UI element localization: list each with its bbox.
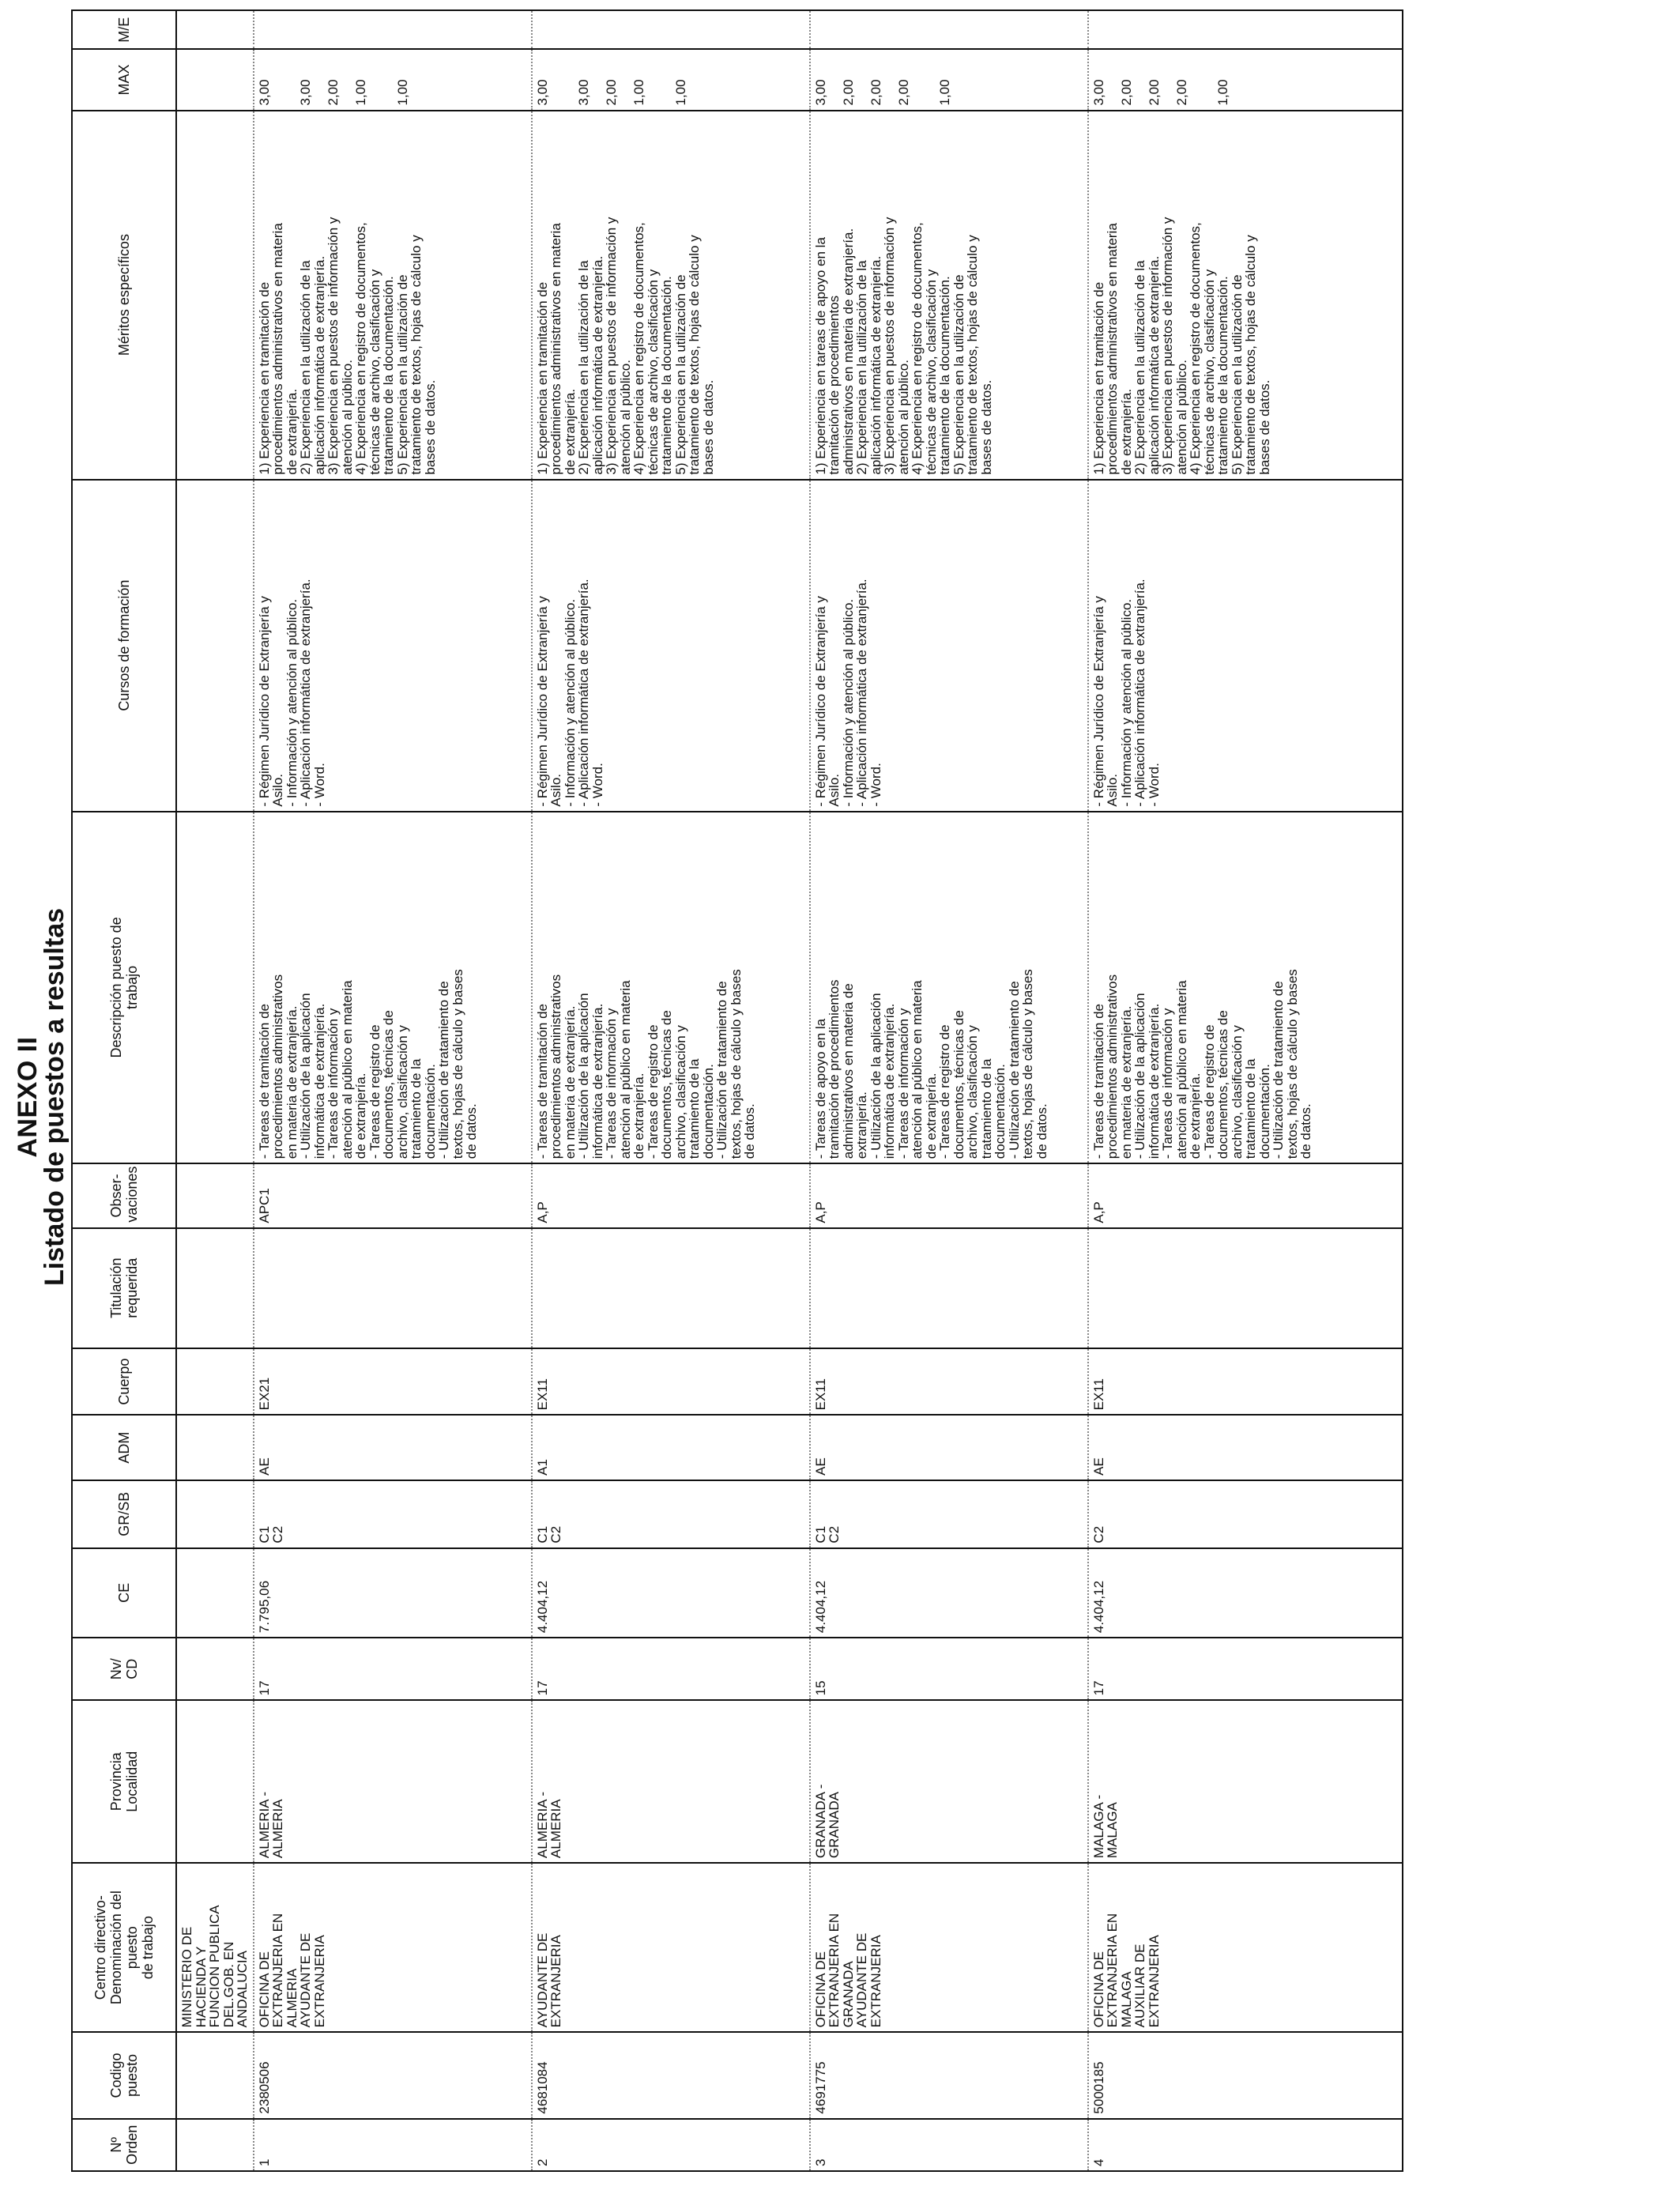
header-meritos: Méritos específicos <box>72 111 176 480</box>
annex-subtitle: Listado de puestos a resultas <box>40 907 70 1287</box>
cell-ce: 4.404,12 <box>810 1548 1088 1638</box>
header-codigo: Codigo puesto <box>72 2032 176 2118</box>
table-row <box>1088 10 1403 2171</box>
cell-observaciones: A,P <box>532 1163 810 1227</box>
cell-descripcion: - Tareas de tramitación de procedimientos administrativos en materia de extranjería. - Utilización de la aplicación informática de extranjería. - Tareas de información y atención al público en materia de extranjería. - Tareas de registro de documentos, técnicas de archivo, clasificación y tratamiento de la documentación. - Utilización de tratamiento de textos, hojas de cálculo y bases de datos. <box>254 812 532 1164</box>
header-descripcion: Descripción puesto de trabajo <box>72 812 176 1164</box>
positions-table <box>71 9 1403 2172</box>
cell-max: 3,00 2,00 2,00 2,00 1,00 <box>810 49 1088 110</box>
cell-titulacion <box>254 1228 532 1348</box>
cell-cursos: - Régimen Jurídico de Extranjería y Asilo. - Información y atención al público. - Aplicación informática de extranjería. - Word. <box>254 480 532 812</box>
cell-centro <box>532 1863 810 2032</box>
header-centro: Centro directivo- Denominación del puesto de trabajo <box>72 1863 176 2032</box>
cell-cuerpo: EX11 <box>1088 1348 1403 1416</box>
position-name: AYUDANTE DE EXTRANJERIA <box>534 1932 563 2028</box>
cell-me <box>810 10 1088 49</box>
cell-adm: AE <box>254 1415 532 1480</box>
cell-centro <box>1088 1863 1403 2032</box>
cell-provincia: ALMERIA - ALMERIA <box>254 1700 532 1863</box>
cell-meritos: 1) Experiencia en tramitación de procedimientos administrativos en materia de extranjería. 2) Experiencia en la utilización de la aplicación informática de extranjería. 3) Experiencia en puestos de información y atención al público. 4) Experiencia en registro de documentos, técnicas de archivo, clasificación y tratamiento de la documentación. 5) Experiencia en la utilización de tratamiento de textos, hojas de cálculo y bases de datos. <box>1088 111 1403 480</box>
cell-adm: A1 <box>532 1415 810 1480</box>
header-titulacion: Titulación requerida <box>72 1228 176 1348</box>
cell-meritos: 1) Experiencia en tareas de apoyo en la tramitación de procedimientos administrativos en materia de extranjería. 2) Experiencia en la utilización de la aplicación informática de extranjería. 3) Experiencia en puestos de información y atención al público. 4) Experiencia en registro de documentos, técnicas de archivo, clasificación y tratamiento de la documentación. 5) Experiencia en la utilización de tratamiento de textos, hojas de cálculo y bases de datos. <box>810 111 1088 480</box>
position-name: AUXILIAR DE EXTRANJERIA <box>1132 1935 1162 2028</box>
cell-provincia: MALAGA - MALAGA <box>1088 1700 1403 1863</box>
cell-titulacion <box>1088 1228 1403 1348</box>
header-max: MAX <box>72 49 176 110</box>
cell-orden: 1 <box>254 2119 532 2171</box>
cell-cursos: - Régimen Jurídico de Extranjería y Asilo. - Información y atención al público. - Aplicación informática de extranjería. - Word. <box>1088 480 1403 812</box>
ministry-name: MINISTERIO DE HACIENDA Y FUNCION PUBLICA DEL.GOB. EN ANDALUCIA <box>176 1863 254 2032</box>
cell-codigo: 4681084 <box>532 2032 810 2118</box>
cell-cursos: - Régimen Jurídico de Extranjería y Asilo. - Información y atención al público. - Aplicación informática de extranjería. - Word. <box>810 480 1088 812</box>
cell-cuerpo: EX11 <box>532 1348 810 1416</box>
table-header-row <box>72 10 176 2171</box>
cell-me <box>254 10 532 49</box>
cell-cuerpo: EX21 <box>254 1348 532 1416</box>
cell-grsb: C1 C2 <box>532 1480 810 1548</box>
cell-nivel: 15 <box>810 1638 1088 1700</box>
positions-table-container <box>71 9 1662 2172</box>
cell-descripcion: - Tareas de tramitación de procedimientos administrativos en materia de extranjería. - Utilización de la aplicación informática de extranjería. - Tareas de información y atención al público en materia de extranjería. - Tareas de registro de documentos, técnicas de archivo, clasificación y tratamiento de la documentación. - Utilización de tratamiento de textos, hojas de cálculo y bases de datos. <box>1088 812 1403 1164</box>
ministry-row <box>176 10 254 2171</box>
cell-provincia: ALMERIA - ALMERIA <box>532 1700 810 1863</box>
header-me: M/E <box>72 10 176 49</box>
cell-cursos: - Régimen Jurídico de Extranjería y Asilo. - Información y atención al público. - Aplicación informática de extranjería. - Word. <box>532 480 810 812</box>
cell-grsb: C2 <box>1088 1480 1403 1548</box>
table-row <box>532 10 810 2171</box>
header-adm: ADM <box>72 1415 176 1480</box>
cell-grsb: C1 C2 <box>254 1480 532 1548</box>
header-cuerpo: Cuerpo <box>72 1348 176 1416</box>
cell-nivel: 17 <box>1088 1638 1403 1700</box>
annex-title: ANEXO II <box>13 1036 43 1158</box>
cell-me <box>532 10 810 49</box>
cell-observaciones: APC1 <box>254 1163 532 1227</box>
cell-me <box>1088 10 1403 49</box>
office-name: OFICINA DE EXTRANJERIA EN ALMERIA <box>256 1913 299 2028</box>
cell-titulacion <box>532 1228 810 1348</box>
cell-provincia: GRANADA - GRANADA <box>810 1700 1088 1863</box>
table-row <box>810 10 1088 2171</box>
cell-codigo: 4691775 <box>810 2032 1088 2118</box>
cell-observaciones: A,P <box>1088 1163 1403 1227</box>
office-name: OFICINA DE EXTRANJERIA EN GRANADA <box>812 1913 856 2028</box>
cell-orden: 2 <box>532 2119 810 2171</box>
cell-ce: 4.404,12 <box>532 1548 810 1638</box>
cell-max: 3,00 3,00 2,00 1,00 1,00 <box>532 49 810 110</box>
position-name: AYUDANTE DE EXTRANJERIA <box>854 1932 883 2028</box>
cell-ce: 7.795,06 <box>254 1548 532 1638</box>
cell-max: 3,00 3,00 2,00 1,00 1,00 <box>254 49 532 110</box>
cell-meritos: 1) Experiencia en tramitación de procedimientos administrativos en materia de extranjería. 2) Experiencia en la utilización de la aplicación informática de extranjería. 3) Experiencia en puestos de información y atención al público. 4) Experiencia en registro de documentos, técnicas de archivo, clasificación y tratamiento de la documentación. 5) Experiencia en la utilización de tratamiento de textos, hojas de cálculo y bases de datos. <box>532 111 810 480</box>
cell-adm: AE <box>1088 1415 1403 1480</box>
cell-centro <box>254 1863 532 2032</box>
cell-descripcion: - Tareas de tramitación de procedimientos administrativos en materia de extranjería. - Utilización de la aplicación informática de extranjería. - Tareas de información y atención al público en materia de extranjería. - Tareas de registro de documentos, técnicas de archivo, clasificación y tratamiento de la documentación. - Utilización de tratamiento de textos, hojas de cálculo y bases de datos. <box>532 812 810 1164</box>
office-name: OFICINA DE EXTRANJERIA EN MALAGA <box>1090 1913 1134 2028</box>
cell-nivel: 17 <box>254 1638 532 1700</box>
cell-centro <box>810 1863 1088 2032</box>
position-name: AYUDANTE DE EXTRANJERIA <box>298 1932 327 2028</box>
cell-orden: 3 <box>810 2119 1088 2171</box>
header-observaciones: Obser- vaciones <box>72 1163 176 1227</box>
header-nivel: Nv/ CD <box>72 1638 176 1700</box>
table-row <box>254 10 532 2171</box>
cell-grsb: C1 C2 <box>810 1480 1088 1548</box>
header-cursos: Cursos de formación <box>72 480 176 812</box>
cell-adm: AE <box>810 1415 1088 1480</box>
cell-descripcion: - Tareas de apoyo en la tramitación de procedimientos administrativos en materia de extranjería. - Utilización de la aplicación informática de extranjería. - Tareas de información y atención al público en materia de extranjería. - Tareas de registro de documentos, técnicas de archivo, clasificación y tratamiento de la documentación. - Utilización de tratamiento de textos, hojas de cálculo y bases de datos. <box>810 812 1088 1164</box>
header-grsb: GR/SB <box>72 1480 176 1548</box>
cell-titulacion <box>810 1228 1088 1348</box>
header-ce: CE <box>72 1548 176 1638</box>
cell-orden: 4 <box>1088 2119 1403 2171</box>
cell-ce: 4.404,12 <box>1088 1548 1403 1638</box>
cell-codigo: 2380506 <box>254 2032 532 2118</box>
cell-observaciones: A,P <box>810 1163 1088 1227</box>
cell-max: 3,00 2,00 2,00 2,00 1,00 <box>1088 49 1403 110</box>
header-provincia: Provincia Localidad <box>72 1700 176 1863</box>
header-orden: Nº Orden <box>72 2119 176 2171</box>
cell-cuerpo: EX11 <box>810 1348 1088 1416</box>
cell-codigo: 5000185 <box>1088 2032 1403 2118</box>
cell-meritos: 1) Experiencia en tramitación de procedimientos administrativos en materia de extranjería. 2) Experiencia en la utilización de la aplicación informática de extranjería. 3) Experiencia en puestos de información y atención al público. 4) Experiencia en registro de documentos, técnicas de archivo, clasificación y tratamiento de la documentación. 5) Experiencia en la utilización de tratamiento de textos, hojas de cálculo y bases de datos. <box>254 111 532 480</box>
cell-nivel: 17 <box>532 1638 810 1700</box>
